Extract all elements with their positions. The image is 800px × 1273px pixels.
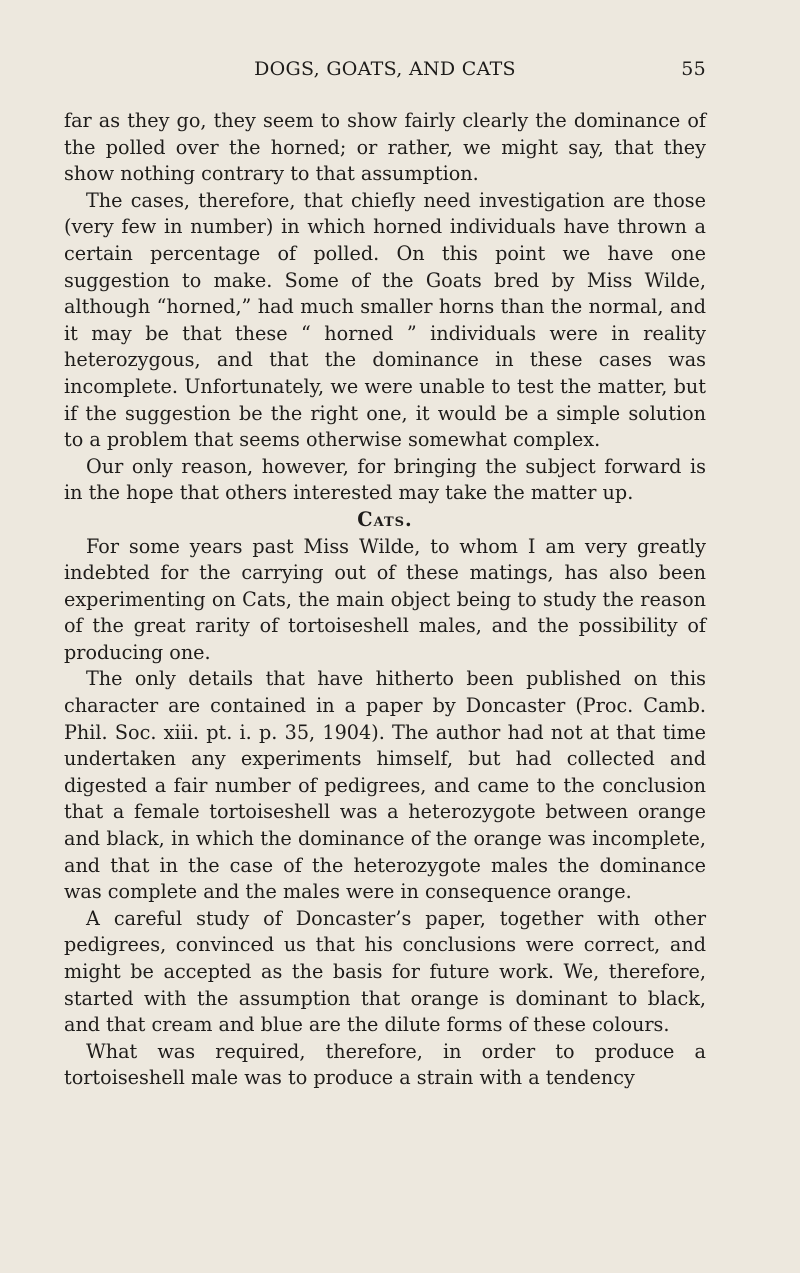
paragraph: The only details that have hitherto been published on this character are contained in a paper by Doncaster (Proc. Camb. Phil. Soc. xiii. pt. i. p. 35, 1904). The author had not at that time undertaken any experiments himself, but had collected and digested a fair number of pedigrees, and came to the conclusion that a female tortoiseshell was a heterozygote between orange and black, in which the dominance of the orange was incomplete, and that in the case of the heterozygote males the dominance was complete and the males were in consequence orange. <box>64 667 706 904</box>
paragraph: Our only reason, however, for bringing the subject forward is in the hope that others interested may take the matter up. <box>64 454 706 505</box>
paragraph: far as they go, they seem to show fairly clearly the dominance of the polled over the horned; or rather, we might say, that they show nothing contrary to that assumption. <box>64 109 706 186</box>
paragraph: For some years past Miss Wilde, to whom I am very greatly indebted for the carrying out of these matings, has also been experimenting on Cats, the main object being to study the reason of the great rarity of tortoiseshell males, and the possibility of producing one. <box>64 534 706 664</box>
running-title: DOGS, GOATS, AND CATS <box>254 58 516 80</box>
paragraph: What was required, therefore, in order to produce a tortoiseshell male was to produce a strain with a tendency <box>64 1039 706 1090</box>
paragraph: The cases, therefore, that chiefly need investigation are those (very few in number) in which horned individuals have thrown a certain percentage of polled. On this point we have one suggestion to make. Some of the Goats bred by Miss Wilde, although “horned,” had much smaller horns than the normal, and it may be that these “ horned ” individuals were in reality heterozygous, and that the dominance in these cases was incomplete. Unfortunately, we were unable to test the matter, but if the suggestion be the right one, it would be a simple solution to a problem that seems otherwise somewhat complex. <box>64 188 706 452</box>
running-head <box>64 58 706 88</box>
section-heading: Cats. <box>357 507 413 531</box>
body-text <box>64 108 706 1092</box>
paragraph: A careful study of Doncaster’s paper, together with other pedigrees, convinced us that his conclusions were correct, and might be accepted as the basis for future work. We, therefore, started with the assumption that orange is dominant to black, and that cream and blue are the dilute forms of these colours. <box>64 906 706 1037</box>
page-number: 55 <box>681 58 706 80</box>
